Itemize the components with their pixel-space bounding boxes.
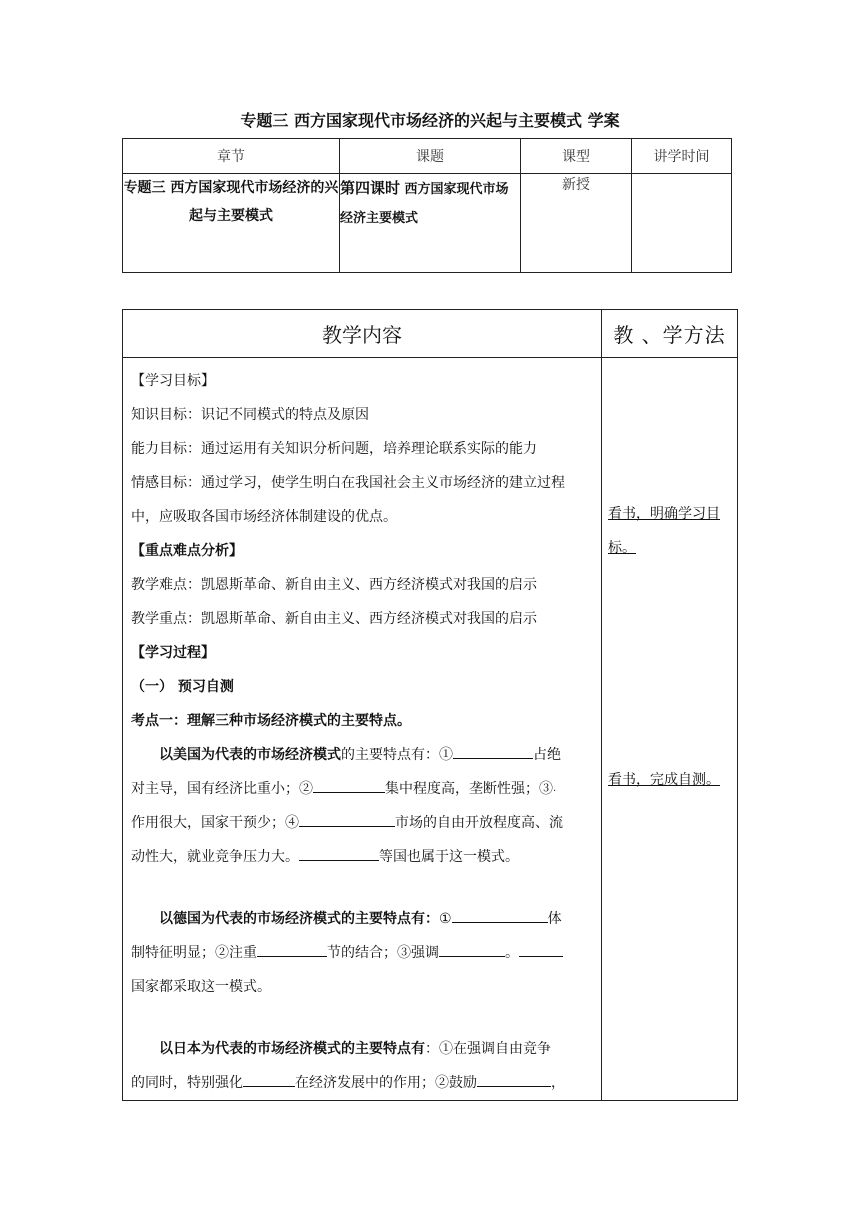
teaching-body-row <box>123 358 738 1101</box>
de-lead: 以德国为代表的市场经济模式的主要特点有： <box>159 911 439 927</box>
method-cell <box>602 358 738 1101</box>
lesson-topic: 西方国家现代市场经济主要模式 <box>340 182 509 226</box>
teaching-header-row <box>123 310 738 358</box>
blank-field[interactable] <box>439 940 505 957</box>
lesson-info-row <box>123 174 732 273</box>
teaching-table <box>122 309 738 1101</box>
blank-field[interactable] <box>519 940 563 957</box>
document-title: 专题三 西方国家现代市场经济的兴起与主要模式 学案 <box>240 111 620 130</box>
blank-field[interactable] <box>299 844 379 861</box>
us-text-4: 集中程度高，垄断性强；③ <box>385 781 553 797</box>
de-text-6: 国家都采取这一模式。 <box>131 979 271 995</box>
point-one: 考点一：理解三种市场经济模式的主要特点。 <box>131 713 411 729</box>
blank-field[interactable] <box>299 810 395 827</box>
de-model-paragraph <box>131 902 595 1004</box>
jp-model-paragraph <box>131 1032 595 1100</box>
de-text-5: 。 <box>505 945 519 961</box>
method-note-1: 看书，明确学习目标。 <box>608 506 720 556</box>
blank-field[interactable] <box>453 742 533 759</box>
key-heading: 【重点难点分析】 <box>131 543 243 559</box>
de-text-1: ① <box>439 911 452 927</box>
us-text-6: 市场的自由开放程度高、流 <box>395 815 563 831</box>
difficult-point: 教学难点：凯恩斯革命、新自由主义、西方经济模式对我国的启示 <box>131 577 537 593</box>
goal-heading: 【学习目标】 <box>131 373 215 389</box>
us-text-1: 的主要特点有：① <box>341 747 453 763</box>
jp-lead: 以日本为代表的市场经济模式的主要特点有 <box>159 1041 425 1057</box>
process-heading: 【学习过程】 <box>131 645 215 661</box>
us-text-7: 动性大，就业竞争压力大。 <box>131 849 299 865</box>
blank-field[interactable] <box>452 906 548 923</box>
goal-emotion-line2: 中，应吸取各国市场经济体制建设的优点。 <box>131 509 397 525</box>
blank-field[interactable] <box>257 940 327 957</box>
header-content: 教学内容 <box>123 310 602 358</box>
us-text-2: 占绝 <box>533 747 561 763</box>
jp-text-4: ， <box>551 1075 565 1091</box>
us-text-5: 作用很大，国家干预少；④ <box>131 815 299 831</box>
blank-field[interactable] <box>313 776 385 793</box>
jp-text-3: 在经济发展中的作用；②鼓励 <box>295 1075 477 1091</box>
header-type: 课型 <box>521 139 632 174</box>
us-text-3: 对主导，国有经济比重小；② <box>131 781 313 797</box>
blank-field[interactable] <box>243 1070 295 1087</box>
de-text-2: 体 <box>547 911 562 927</box>
time-cell <box>632 174 732 273</box>
content-cell <box>123 358 602 1101</box>
goal-knowledge: 知识目标：识记不同模式的特点及原因 <box>131 407 369 423</box>
jp-text-2: 的同时，特别强化 <box>131 1075 243 1091</box>
de-text-3: 制特征明显；②注重 <box>131 945 257 961</box>
jp-text-1: ：①在强调自由竞争 <box>425 1041 551 1057</box>
us-model-paragraph: 以美国为代表的市场经济模式的主要特点有：① 占绝 对主导，国有经济比重小；② 集中程度高，垄断性强；③. 作用很大，国家干预少；④ 市场的自由开放程度高、流 动性大，就业竞争压力大。 等国也属于这一模式。 <box>131 738 595 874</box>
header-lesson: 课题 <box>340 139 521 174</box>
lesson-cell <box>340 174 521 273</box>
lesson-info-table <box>122 138 732 273</box>
goal-ability: 能力目标：通过运用有关知识分析问题，培养理论联系实际的能力 <box>131 441 537 457</box>
type-cell: 新授 <box>521 174 632 273</box>
blank-field[interactable] <box>477 1070 551 1087</box>
header-time: 讲学时间 <box>632 139 732 174</box>
lesson-number: 第四课时 <box>340 179 401 197</box>
de-text-4: 节的结合；③强调 <box>327 945 439 961</box>
key-point: 教学重点：凯恩斯革命、新自由主义、西方经济模式对我国的启示 <box>131 611 537 627</box>
us-text-8: 等国也属于这一模式。 <box>379 849 519 865</box>
header-method: 教 、学方法 <box>602 310 738 358</box>
goal-emotion-line1: 情感目标：通过学习，使学生明白在我国社会主义市场经济的建立过程 <box>131 475 565 491</box>
section-one: （一） 预习自测 <box>131 679 234 695</box>
method-note-2: 看书，完成自测。 <box>608 772 720 788</box>
us-lead: 以美国为代表的市场经济模式 <box>159 747 341 763</box>
header-chapter: 章节 <box>123 139 340 174</box>
chapter-cell: 专题三 西方国家现代市场经济的兴起与主要模式 <box>123 174 340 273</box>
lesson-info-header-row <box>123 139 732 174</box>
